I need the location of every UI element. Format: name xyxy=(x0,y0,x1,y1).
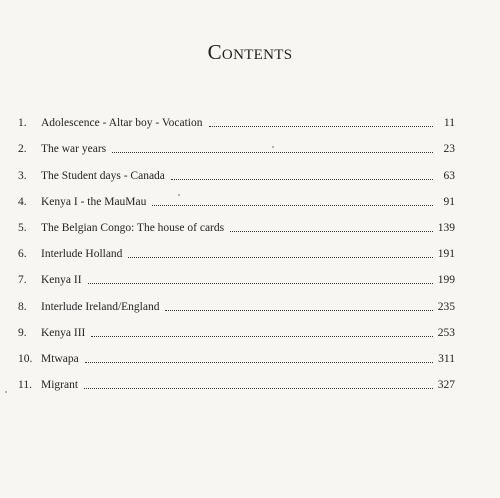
chapter-number: 10. xyxy=(18,352,33,365)
chapter-title: The Belgian Congo: The house of cards xyxy=(41,221,225,234)
page-number: 311 xyxy=(438,352,455,365)
chapter-title: Kenya III xyxy=(41,326,86,339)
chapter-number: 5. xyxy=(18,221,27,234)
chapter-title: Interlude Ireland/England xyxy=(41,300,160,313)
page-number: 253 xyxy=(437,326,455,339)
page-number: 23 xyxy=(443,143,455,156)
paper-speck xyxy=(5,391,7,393)
chapter-number: 8. xyxy=(18,300,27,313)
toc-entry xyxy=(18,261,455,287)
chapter-title: Mtwapa xyxy=(41,352,79,365)
dot-leader xyxy=(209,126,434,127)
toc-entry xyxy=(18,340,455,366)
page-number: 327 xyxy=(437,379,455,392)
paper-speck xyxy=(272,146,274,148)
dot-leader xyxy=(85,362,433,363)
dot-leader xyxy=(84,388,433,389)
chapter-number: 4. xyxy=(18,195,27,208)
chapter-title: The war years xyxy=(41,143,107,156)
toc-entry xyxy=(18,314,455,340)
chapter-number: 7. xyxy=(18,274,27,287)
dot-leader xyxy=(88,283,433,284)
page-number: 235 xyxy=(437,300,455,313)
chapter-number: 11. xyxy=(18,379,32,392)
toc-entry xyxy=(18,235,455,261)
toc-entry xyxy=(18,183,455,209)
dot-leader xyxy=(128,257,433,258)
dot-leader xyxy=(152,205,433,206)
chapter-number: 1. xyxy=(18,117,27,130)
chapter-number: 9. xyxy=(18,326,27,339)
toc-entry xyxy=(18,366,455,392)
toc-entry xyxy=(18,209,455,235)
dot-leader xyxy=(91,336,433,337)
chapter-title: Migrant xyxy=(41,379,79,392)
chapter-title: Kenya I - the MauMau xyxy=(41,195,147,208)
chapter-title: Interlude Holland xyxy=(41,248,123,261)
page-number: 199 xyxy=(437,274,455,287)
toc-entry xyxy=(18,287,455,313)
paper-speck xyxy=(178,194,180,196)
page-title: Contents xyxy=(207,40,293,64)
page-number: 139 xyxy=(437,221,455,234)
page-number: 11 xyxy=(443,117,455,130)
dot-leader xyxy=(165,310,433,311)
page-number: 63 xyxy=(443,169,455,182)
dot-leader xyxy=(112,152,433,153)
dot-leader xyxy=(230,231,433,232)
chapter-title: Adolescence - Altar boy - Vocation xyxy=(41,117,203,130)
page-number: 91 xyxy=(443,195,455,208)
dot-leader xyxy=(171,179,433,180)
chapter-number: 2. xyxy=(18,143,27,156)
toc-entry xyxy=(18,104,455,130)
page-number: 191 xyxy=(437,248,455,261)
chapter-title: Kenya II xyxy=(41,274,82,287)
toc-entry xyxy=(18,130,455,156)
chapter-number: 3. xyxy=(18,169,27,182)
table-of-contents xyxy=(18,104,455,392)
toc-entry xyxy=(18,156,455,182)
chapter-title: The Student days - Canada xyxy=(41,169,165,182)
chapter-number: 6. xyxy=(18,248,27,261)
